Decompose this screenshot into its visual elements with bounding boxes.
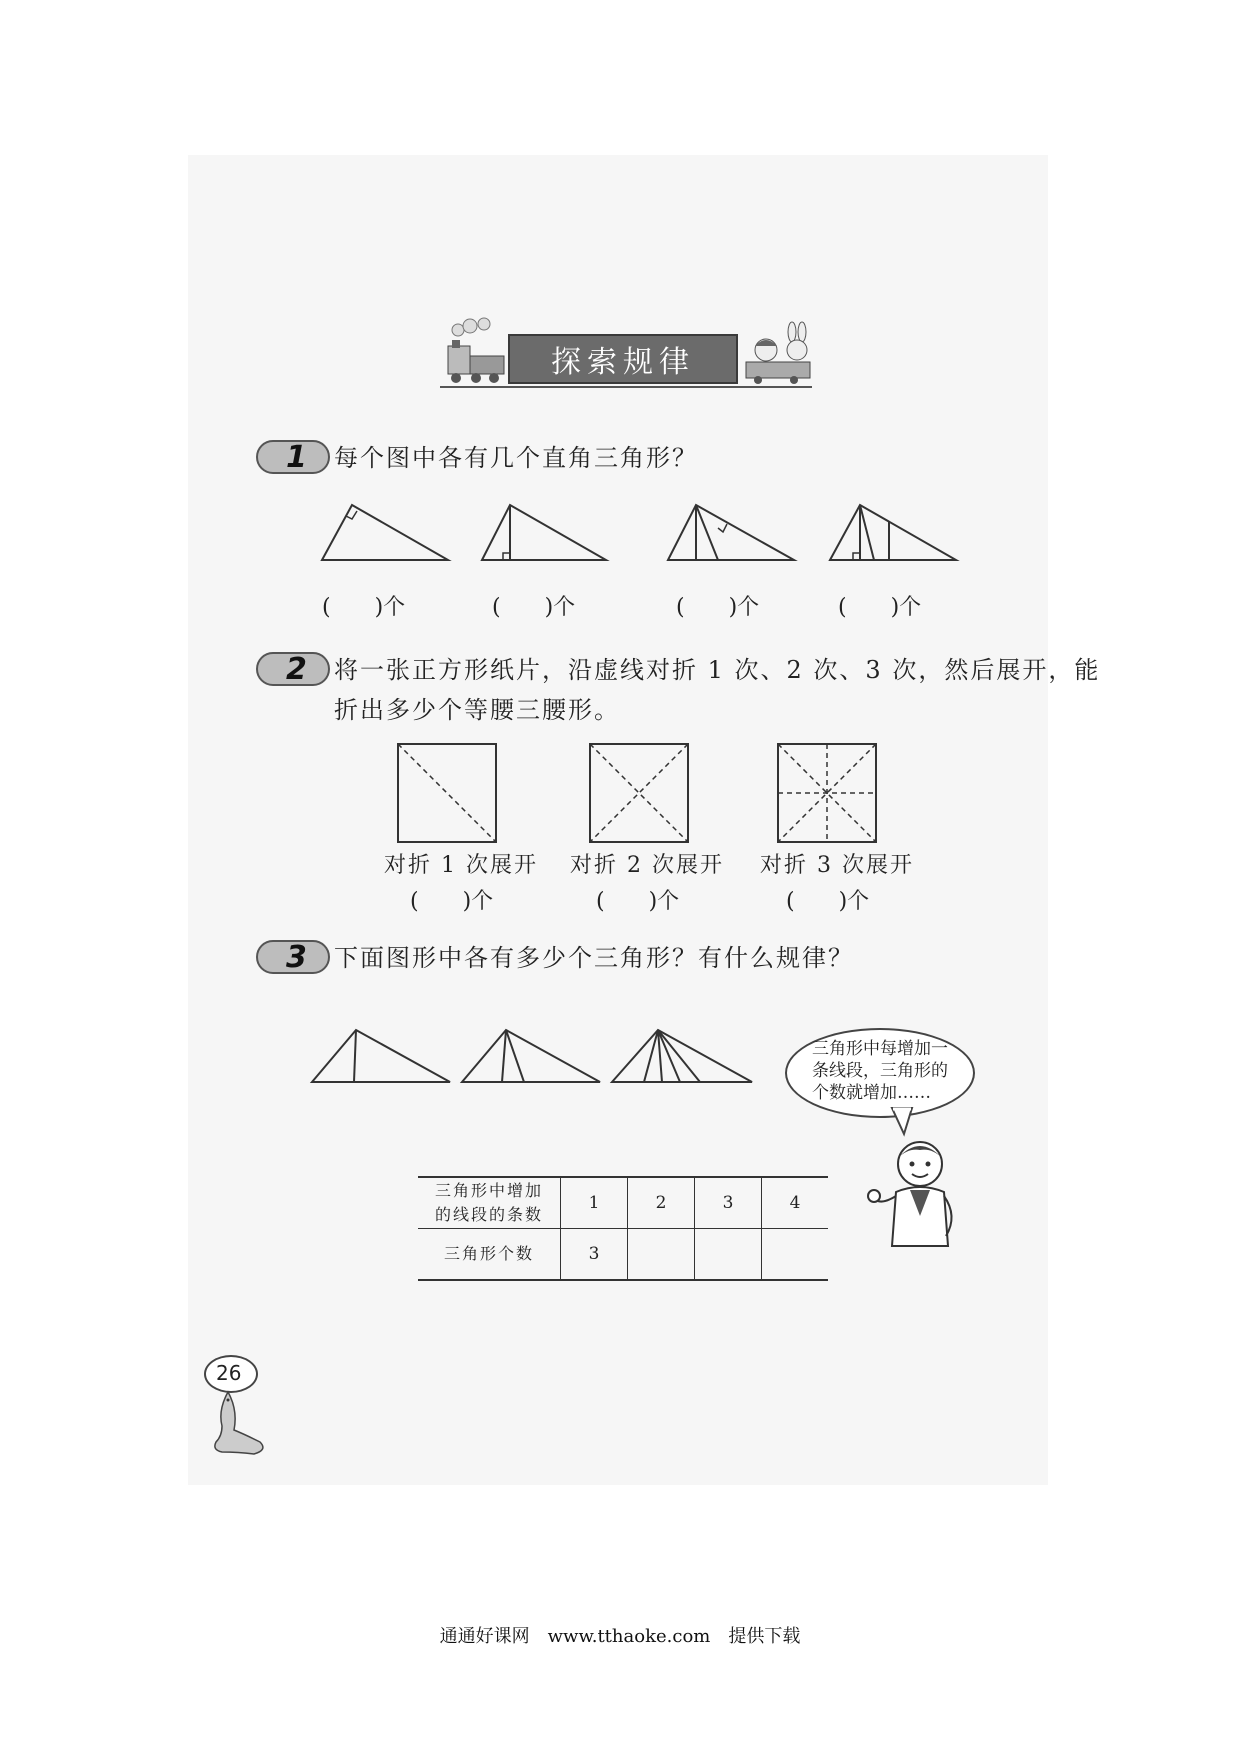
q3-segment-1a xyxy=(354,1030,356,1082)
question-2-text-line2: 折出多少个等腰三腰形。 xyxy=(334,696,620,724)
speech-bubble-text: 三角形中每增加一条线段，三角形的个数就增加…… xyxy=(812,1039,948,1103)
table-header-segments: 三角形中增加 的线段的条数 xyxy=(418,1177,561,1229)
q1-answer-3[interactable]: ( )个 xyxy=(676,595,760,620)
q3-segment-2a xyxy=(502,1030,506,1082)
table-header-triangles: 三角形个数 xyxy=(418,1229,561,1281)
table-cell: 3 xyxy=(695,1177,762,1229)
table-cell: 2 xyxy=(628,1177,695,1229)
question-1-number: 1 xyxy=(286,440,307,475)
question-3-number: 3 xyxy=(286,940,307,975)
table-cell-answer[interactable] xyxy=(695,1229,762,1281)
page-title: 探索规律 xyxy=(508,334,738,384)
q2-answer-3[interactable]: ( )个 xyxy=(786,889,870,914)
footer-text: 通通好课网 www.tthaoke.com 提供下载 xyxy=(439,1626,801,1647)
page-number: 26 xyxy=(216,1361,242,1385)
table-row xyxy=(418,1177,828,1229)
q2-caption-3: 对折 3 次展开 xyxy=(760,853,914,878)
q2-caption-1: 对折 1 次展开 xyxy=(384,853,538,878)
table-cell: 4 xyxy=(762,1177,829,1229)
question-2-number: 2 xyxy=(286,652,307,687)
q2-caption-2: 对折 2 次展开 xyxy=(570,853,724,878)
table-cell: 1 xyxy=(561,1177,628,1229)
question-2-text-line1: 将一张正方形纸片，沿虚线对折 1 次、2 次、3 次，然后展开，能 xyxy=(334,656,1101,684)
q2-answer-1[interactable]: ( )个 xyxy=(410,889,494,914)
seal-illustration xyxy=(208,1390,278,1460)
q3-triangle-1 xyxy=(312,1030,450,1082)
q3-table xyxy=(418,1176,828,1281)
q3-triangle-3 xyxy=(612,1030,752,1082)
speech-bubble-tail xyxy=(890,1108,920,1138)
q2-answer-2[interactable]: ( )个 xyxy=(596,889,680,914)
question-3-text: 下面图形中各有多少个三角形？有什么规律？ xyxy=(334,944,854,972)
q1-answer-4[interactable]: ( )个 xyxy=(838,595,922,620)
q1-answer-1[interactable]: ( )个 xyxy=(322,595,406,620)
q3-segment-3d xyxy=(658,1030,700,1082)
table-cell: 3 xyxy=(561,1229,628,1281)
q3-triangle-2 xyxy=(462,1030,600,1082)
table-row xyxy=(418,1229,828,1281)
question-1-text: 每个图中各有几个直角三角形？ xyxy=(334,444,698,472)
q1-answer-2[interactable]: ( )个 xyxy=(492,595,576,620)
boy-illustration xyxy=(866,1136,970,1266)
table-cell-answer[interactable] xyxy=(628,1229,695,1281)
table-cell-answer[interactable] xyxy=(762,1229,829,1281)
